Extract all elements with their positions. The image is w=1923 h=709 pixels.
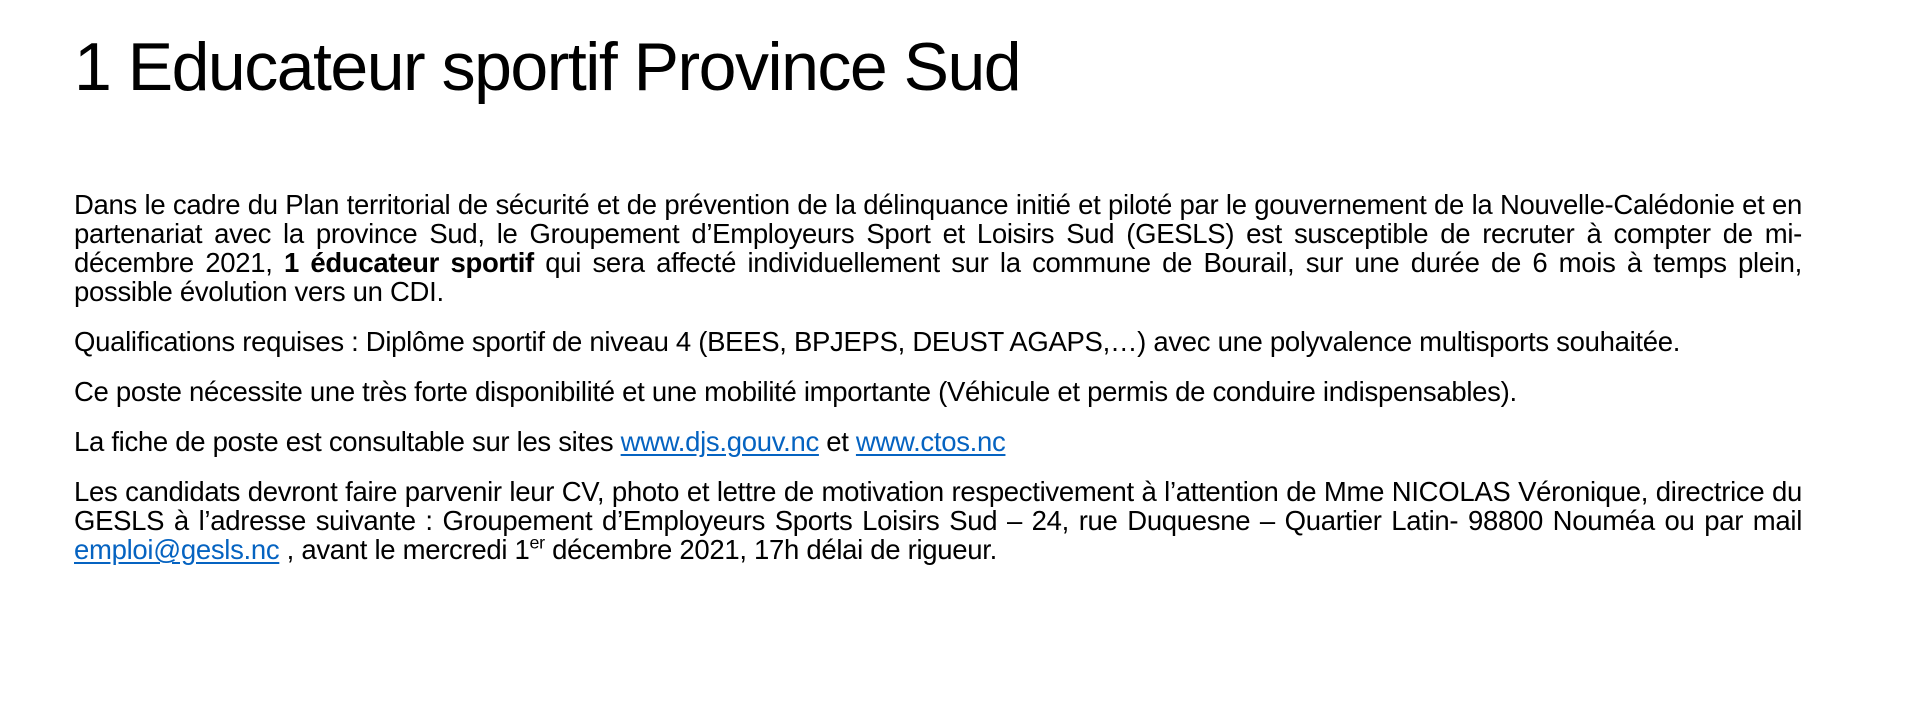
job-sheet-between: et (818, 426, 856, 457)
paragraph-context (74, 190, 1802, 306)
paragraph-availability: Ce poste nécessite une très forte disponibilité et une mobilité importante (Véhicule et permis de conduire indispensables). (74, 376, 1517, 407)
ordinal-suffix: er (529, 532, 545, 553)
paragraph-context-text-after: qui sera affecté individuellement sur la commune de Bourail, sur une durée de 6 mois à temps plein, possible évolution vers un CDI. (74, 247, 1803, 307)
application-text-mid: , avant le mercredi 1 (279, 534, 530, 565)
paragraph-qualifications: Qualifications requises : Diplôme sportif de niveau 4 (BEES, BPJEPS, DEUST AGAPS,…) avec une polyvalence multisports souhaitée. (74, 326, 1681, 357)
page-title: 1 Educateur sportif Province Sud (74, 29, 1021, 105)
application-text-before: Les candidats devront faire parvenir leur CV, photo et lettre de motivation respectivement à l’attention de Mme NICOLAS Véronique, directrice du GESLS à l’adresse suivante : Groupement d’Employeurs Sports Loisirs Sud – 24, rue Duquesne – Quartier Latin- 98800 Nouméa ou par mail (74, 476, 1802, 536)
paragraph-job-sheet (74, 427, 1802, 456)
link-email[interactable]: emploi@gesls.nc (74, 534, 280, 565)
paragraph-application (74, 477, 1802, 564)
position-highlight: 1 éducateur sportif (283, 247, 534, 278)
slide-body (74, 190, 1802, 585)
job-sheet-text: La fiche de poste est consultable sur les sites (74, 426, 621, 457)
link-ctos[interactable]: www.ctos.nc (855, 426, 1006, 457)
paragraph-context-text-before: Dans le cadre du Plan territorial de sécurité et de prévention de la délinquance initié et piloté par le gouvernement de la Nouvelle-Calédonie et en partenariat avec la province Sud, le Groupement d’Employeurs Sport et Loisirs Sud (GESLS) est susceptible de recruter à compter de mi-décembre 2021, (74, 189, 1802, 278)
application-text-after: décembre 2021, 17h délai de rigueur. (544, 534, 997, 565)
link-djs-gouv[interactable]: www.djs.gouv.nc (620, 426, 819, 457)
